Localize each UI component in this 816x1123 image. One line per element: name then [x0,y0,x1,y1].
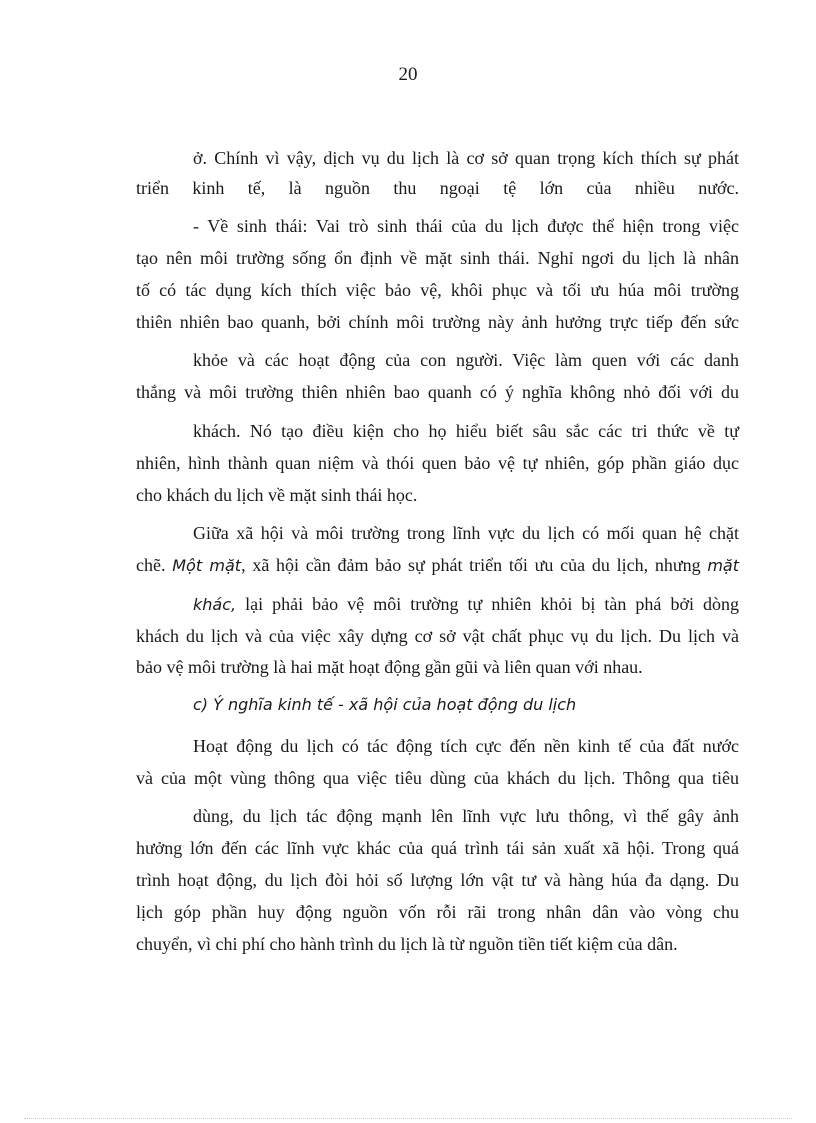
text-line: chuyển, vì chi phí cho hành trình du lịch là từ nguồn tiền tiết kiệm của dân. [136,934,678,954]
text-run: chẽ. [136,555,173,575]
text-line: bảo vệ môi trường là hai mặt hoạt động gần gũi và liên quan với nhau. [136,657,643,677]
text-line: Hoạt động du lịch có tác động tích cực đến nền kinh tế của đất nước [193,736,739,756]
emphasis-text: mặt [707,556,739,575]
text-line: trình hoạt động, du lịch đòi hỏi số lượng lớn vật tư và hàng húa đa dạng. Du [136,870,739,890]
text-line: cho khách du lịch về mặt sinh thái học. [136,485,418,505]
text-line: tố có tác dụng kích thích việc bảo vệ, khôi phục và tối ưu húa môi trường [136,280,739,300]
text-line: dùng, du lịch tác động mạnh lên lĩnh vực lưu thông, vì thế gây ảnh [193,806,739,826]
text-line: thiên nhiên bao quanh, bởi chính môi trường này ảnh hưởng trực tiếp đến sức [136,312,739,332]
text-run: , xã hội cần đảm bảo sự phát triển tối ưu của du lịch, nhưng [241,555,708,575]
text-line: khỏe và các hoạt động của con người. Việc làm quen với các danh [193,350,739,370]
section-heading: c) Ý nghĩa kinh tế - xã hội của hoạt động du lịch [193,695,577,714]
text-line: tạo nên môi trường sống ổn định về mặt sinh thái. Nghỉ ngơi du lịch là nhân [136,248,739,268]
text-line: nhiên, hình thành quan niệm và thói quen bảo vệ tự nhiên, góp phần giáo dục [136,453,739,473]
text-line-mixed [136,554,739,577]
footer-dotted-rule [24,1118,792,1119]
text-line: lịch góp phần huy động nguồn vốn rỗi rãi trong nhân dân vào vòng chu [136,902,739,922]
text-line: khách du lịch và của việc xây dựng cơ sở vật chất phục vụ du lịch. Du lịch và [136,626,739,646]
text-line: Giữa xã hội và môi trường trong lĩnh vực du lịch có mối quan hệ chặt [193,523,739,543]
emphasis-text: Một mặt [172,556,242,575]
text-line-mixed [193,593,739,616]
text-line: khách. Nó tạo điều kiện cho họ hiểu biết sâu sắc các tri thức về tự [193,421,739,441]
text-line: triển kinh tế, là nguồn thu ngoại tệ lớn của nhiều nước. [136,178,739,198]
page-number: 20 [398,64,418,85]
emphasis-text: khác, [193,595,237,614]
text-run: lại phải bảo vệ môi trường tự nhiên khỏi bị tàn phá bởi dòng [236,594,739,614]
text-line: ở. Chính vì vậy, dịch vụ du lịch là cơ sở quan trọng kích thích sự phát [193,148,739,168]
text-line: và của một vùng thông qua việc tiêu dùng của khách du lịch. Thông qua tiêu [136,768,739,788]
text-line: hưởng lớn đến các lĩnh vực khác của quá trình tái sản xuất xã hội. Trong quá [136,838,739,858]
text-line: thắng và môi trường thiên nhiên bao quanh có ý nghĩa không nhỏ đối với du [136,382,739,402]
text-line: - Về sinh thái: Vai trò sinh thái của du lịch được thể hiện trong việc [193,216,739,236]
